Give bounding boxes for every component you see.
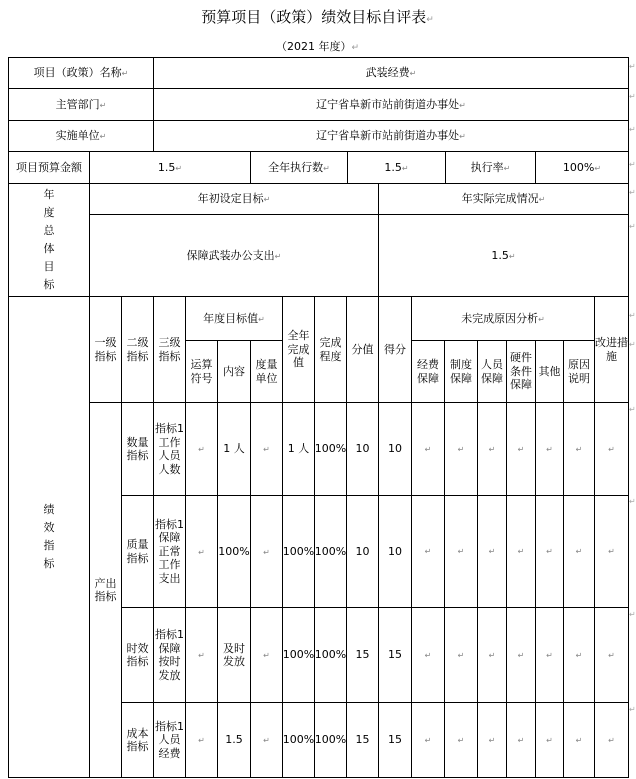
header-funding-text: 经费保障 [417, 358, 439, 385]
actual-value [378, 214, 629, 297]
header-score-value [346, 296, 379, 403]
header-other [535, 340, 564, 403]
row-unit-text [263, 648, 270, 662]
header-explanation-text: 原因说明 [568, 358, 590, 385]
level1-value-text: 产出指标 [94, 576, 117, 603]
paragraph-mark-icon: ↵ [198, 445, 205, 454]
rate-label [445, 151, 536, 184]
row-empty-cell [535, 702, 564, 778]
paragraph-mark-icon: ↵ [99, 132, 107, 141]
row-level3 [153, 607, 186, 703]
paragraph-mark-icon: ↵ [575, 650, 583, 660]
row-empty-cell [477, 702, 507, 778]
actual-header-text: 年实际完成情况↵ [461, 192, 546, 205]
header-completion [314, 296, 347, 403]
row-level3-text: 指标1人员经费 [155, 719, 184, 760]
row-score-value-text: 10 [355, 442, 370, 455]
paragraph-mark-icon: ↵ [629, 405, 636, 414]
paragraph-mark-icon: ↵ [508, 251, 516, 261]
paragraph-mark-icon: ↵ [594, 163, 602, 173]
executed-label [250, 151, 348, 184]
row-empty-cell [411, 607, 445, 703]
paragraph-mark-icon: ↵ [198, 651, 205, 660]
planned-value [89, 214, 379, 297]
year-label: （2021 年度）↵ [275, 40, 360, 53]
row-empty-cell [506, 495, 536, 608]
row-empty-cell [411, 402, 445, 496]
level1-value [89, 402, 122, 778]
paragraph-mark-icon: ↵ [629, 62, 636, 71]
paragraph-mark-icon: ↵ [546, 444, 553, 454]
paragraph-mark-icon: ↵ [629, 222, 636, 231]
paragraph-mark-icon: ↵ [258, 314, 265, 324]
row-annual-value-text: 100% [282, 544, 315, 558]
row-operator [185, 402, 218, 496]
header-content-text: 内容 [223, 364, 245, 378]
paragraph-mark-icon: ↵ [517, 650, 525, 660]
row-operator [185, 702, 218, 778]
paragraph-mark-icon: ↵ [629, 160, 636, 169]
paragraph-mark-icon: ↵ [629, 311, 636, 320]
row-operator-text [198, 733, 205, 747]
header-level1 [89, 296, 122, 403]
paragraph-mark-icon: ↵ [629, 92, 636, 101]
header-explanation [563, 340, 595, 403]
paragraph-mark-icon: ↵ [608, 547, 615, 556]
paragraph-mark-icon: ↵ [424, 547, 432, 556]
document-title: 预算项目（政策）绩效目标自评表↵ [201, 8, 434, 26]
row-unit-text [263, 442, 270, 456]
paragraph-mark-icon: ↵ [608, 444, 615, 454]
header-operator [185, 340, 218, 403]
row-empty-cell [535, 495, 564, 608]
annual-goal-label-char: 体 [43, 242, 55, 255]
paragraph-mark-icon: ↵ [263, 445, 270, 454]
paragraph-mark-icon: ↵ [538, 195, 546, 204]
row-empty-cell [535, 607, 564, 703]
row-unit-text [263, 545, 270, 559]
row-annual-value-text: 1 人 [287, 442, 310, 455]
row-completion [314, 607, 347, 703]
row-level3-text: 指标1保障正常工作支出 [155, 517, 184, 585]
budget-label-text: 项目预算金额 [16, 160, 82, 174]
header-target-group-text: 年度目标值↵ [203, 311, 265, 325]
row-content [217, 702, 251, 778]
paragraph-mark-icon: ↵ [503, 163, 511, 173]
row-level2-text: 成本指标 [126, 726, 149, 753]
row-annual-value [282, 495, 315, 608]
header-improvement-text: 改进措施 [595, 336, 628, 363]
row-level3-text: 指标1保障按时发放 [155, 628, 184, 682]
row-empty-cell [594, 402, 629, 496]
performance-indicator-label-char: 标 [43, 557, 55, 570]
row-score-text: 15 [388, 733, 402, 746]
row-completion [314, 495, 347, 608]
paragraph-mark-icon: ↵ [121, 69, 129, 78]
header-score [378, 296, 412, 403]
paragraph-mark-icon: ↵ [488, 735, 496, 745]
row-content [217, 607, 251, 703]
paragraph-mark-icon: ↵ [629, 125, 636, 134]
paragraph-mark-icon: ↵ [424, 735, 432, 745]
row-content-text: 1.5 [225, 733, 243, 747]
row-operator [185, 607, 218, 703]
implementer-value [153, 120, 629, 152]
row-level2 [121, 495, 154, 608]
header-score-value-text: 分值 [351, 342, 374, 356]
paragraph-mark-icon: ↵ [263, 195, 271, 204]
header-funding [411, 340, 445, 403]
row-score [378, 495, 412, 608]
row-score-value [346, 495, 379, 608]
row-empty-cell [506, 702, 536, 778]
row-empty-cell [411, 702, 445, 778]
row-content [217, 402, 251, 496]
paragraph-mark-icon: ↵ [488, 650, 496, 660]
row-unit [250, 495, 283, 608]
row-annual-value [282, 702, 315, 778]
paragraph-mark-icon: ↵ [575, 735, 583, 745]
row-empty-cell [444, 607, 478, 703]
executed-label-text: 全年执行数↵ [268, 160, 330, 174]
row-score [378, 402, 412, 496]
header-reason-group-text: 未完成原因分析↵ [461, 311, 545, 325]
paragraph-mark-icon: ↵ [488, 444, 496, 454]
paragraph-mark-icon: ↵ [323, 163, 330, 173]
paragraph-mark-icon: ↵ [457, 650, 465, 660]
row-annual-value [282, 402, 315, 496]
row-operator-text [198, 648, 205, 662]
department-label-text: 主管部门↵ [55, 97, 107, 111]
row-level3 [153, 495, 186, 608]
row-content [217, 495, 251, 608]
header-personnel [477, 340, 507, 403]
header-level2-text: 二级指标 [126, 336, 149, 363]
row-empty-cell [563, 607, 595, 703]
header-content [217, 340, 251, 403]
annual-goal-label-char: 年 [43, 188, 55, 201]
row-unit [250, 702, 283, 778]
paragraph-mark-icon: ↵ [351, 43, 360, 53]
performance-indicator-label-char: 绩 [43, 503, 55, 516]
row-empty-cell [594, 702, 629, 778]
row-completion-text: 100% [314, 733, 347, 746]
paragraph-mark-icon: ↵ [546, 547, 553, 556]
row-empty-cell [594, 495, 629, 608]
row-empty-cell [563, 702, 595, 778]
row-empty-cell [444, 702, 478, 778]
row-empty-cell [506, 402, 536, 496]
paragraph-mark-icon: ↵ [629, 610, 636, 619]
row-score-text: 10 [388, 544, 402, 558]
paragraph-mark-icon: ↵ [517, 735, 525, 745]
row-level2-text: 数量指标 [126, 435, 149, 462]
implementer-label [8, 120, 154, 152]
row-unit [250, 402, 283, 496]
row-level2-text: 质量指标 [126, 538, 149, 565]
paragraph-mark-icon: ↵ [575, 547, 583, 556]
row-level2-text: 时效指标 [126, 641, 149, 668]
row-empty-cell [444, 402, 478, 496]
header-other-text: 其他 [538, 364, 561, 378]
header-hardware-text: 硬件条件保障 [510, 351, 532, 392]
row-empty-cell [477, 402, 507, 496]
header-operator-text: 运算符号 [190, 358, 213, 385]
executed-value [347, 151, 446, 184]
row-score-value [346, 607, 379, 703]
row-completion [314, 402, 347, 496]
paragraph-mark-icon: ↵ [459, 100, 466, 110]
row-annual-value [282, 607, 315, 703]
row-operator-text [198, 442, 205, 456]
performance-indicator-label-char: 效 [43, 521, 55, 534]
row-empty-cell [535, 402, 564, 496]
department-value-text: 辽宁省阜新市站前街道办事处↵ [316, 97, 466, 111]
row-level3 [153, 402, 186, 496]
paragraph-mark-icon: ↵ [517, 547, 525, 556]
row-operator-text [198, 545, 205, 559]
row-score [378, 702, 412, 778]
row-empty-cell [594, 607, 629, 703]
header-level1-text: 一级指标 [94, 336, 117, 363]
row-empty-cell [444, 495, 478, 608]
row-score-value-text: 10 [355, 544, 370, 558]
paragraph-mark-icon: ↵ [426, 15, 434, 25]
paragraph-mark-icon: ↵ [263, 736, 270, 745]
paragraph-mark-icon: ↵ [409, 69, 417, 78]
row-level2 [121, 402, 154, 496]
planned-header-text: 年初设定目标↵ [197, 192, 271, 205]
header-unit-text: 度量单位 [255, 358, 278, 385]
header-system [444, 340, 478, 403]
planned-header [89, 183, 379, 215]
paragraph-mark-icon: ↵ [263, 547, 270, 557]
budget-label [8, 151, 90, 184]
implementer-value-text: 辽宁省阜新市站前街道办事处↵ [316, 129, 466, 142]
actual-header [378, 183, 629, 215]
header-annual-value [282, 296, 315, 403]
row-level2 [121, 702, 154, 778]
paragraph-mark-icon: ↵ [608, 650, 615, 660]
paragraph-mark-icon: ↵ [198, 547, 205, 557]
row-level3 [153, 702, 186, 778]
row-score [378, 607, 412, 703]
paragraph-mark-icon: ↵ [629, 188, 636, 197]
rate-value [535, 151, 629, 184]
project-name-value [153, 57, 629, 89]
paragraph-mark-icon: ↵ [488, 547, 496, 556]
department-value [153, 88, 629, 121]
row-completion [314, 702, 347, 778]
paragraph-mark-icon: ↵ [608, 735, 615, 745]
annual-goal-label [8, 183, 90, 297]
paragraph-mark-icon: ↵ [629, 340, 636, 349]
performance-indicator-label-char: 指 [43, 539, 55, 552]
header-target-group [185, 296, 283, 341]
paragraph-mark-icon: ↵ [457, 735, 465, 745]
paragraph-mark-icon: ↵ [424, 650, 432, 660]
row-annual-value-text: 100% [282, 733, 315, 746]
row-content-text: 100% [218, 544, 250, 558]
project-name-label-text: 项目（政策）名称↵ [33, 66, 129, 79]
header-annual-value-text: 全年完成值 [287, 329, 310, 370]
row-score-value-text: 15 [355, 648, 370, 661]
paragraph-mark-icon: ↵ [457, 444, 465, 454]
row-score-value [346, 702, 379, 778]
paragraph-mark-icon: ↵ [175, 163, 183, 173]
paragraph-mark-icon: ↵ [538, 314, 545, 324]
row-unit [250, 607, 283, 703]
paragraph-mark-icon: ↵ [263, 651, 270, 660]
paragraph-mark-icon: ↵ [629, 497, 636, 506]
paragraph-mark-icon: ↵ [459, 132, 466, 141]
paragraph-mark-icon: ↵ [629, 705, 636, 714]
header-unit [250, 340, 283, 403]
executed-value-text: 1.5↵ [384, 160, 409, 174]
row-score-value-text: 15 [355, 733, 370, 746]
row-empty-cell [563, 495, 595, 608]
row-level2 [121, 607, 154, 703]
paragraph-mark-icon: ↵ [198, 736, 205, 745]
header-level3-text: 三级指标 [158, 336, 181, 363]
row-score-text: 10 [388, 442, 402, 455]
header-improvement [594, 296, 629, 403]
rate-value-text: 100%↵ [562, 160, 602, 174]
header-completion-text: 完成程度 [319, 336, 342, 363]
actual-value-text: 1.5↵ [491, 248, 516, 262]
paragraph-mark-icon: ↵ [401, 163, 409, 173]
paragraph-mark-icon: ↵ [457, 547, 465, 556]
row-completion-text: 100% [314, 544, 347, 558]
row-unit-text [263, 733, 270, 747]
header-personnel-text: 人员保障 [481, 358, 503, 385]
project-name-value-text: 武装经费↵ [365, 66, 417, 79]
planned-value-text: 保障武装办公支出↵ [186, 248, 282, 262]
header-system-text: 制度保障 [450, 358, 472, 385]
header-reason-group [411, 296, 595, 341]
paragraph-mark-icon: ↵ [546, 735, 553, 745]
rate-label-text: 执行率↵ [470, 160, 511, 174]
row-completion-text: 100% [314, 648, 347, 661]
department-label [8, 88, 154, 121]
annual-goal-label-char: 度 [43, 206, 55, 219]
row-content-text: 及时发放 [223, 641, 245, 668]
row-content-text: 1 人 [223, 442, 245, 456]
row-level3-text: 指标1工作人员人数 [155, 422, 184, 476]
annual-goal-label-char: 总 [43, 224, 55, 237]
row-empty-cell [563, 402, 595, 496]
row-completion-text: 100% [314, 442, 347, 455]
row-score-value [346, 402, 379, 496]
budget-value-text: 1.5↵ [157, 160, 183, 174]
row-score-text: 15 [388, 648, 402, 661]
header-hardware [506, 340, 536, 403]
performance-indicator-label [8, 296, 90, 778]
implementer-label-text: 实施单位↵ [55, 129, 107, 142]
row-empty-cell [477, 495, 507, 608]
paragraph-mark-icon: ↵ [546, 650, 553, 660]
project-name-label [8, 57, 154, 89]
row-empty-cell [411, 495, 445, 608]
row-empty-cell [506, 607, 536, 703]
annual-goal-label-char: 目 [43, 260, 55, 273]
header-level3 [153, 296, 186, 403]
header-level2 [121, 296, 154, 403]
annual-goal-label-char: 标 [43, 278, 55, 291]
row-empty-cell [477, 607, 507, 703]
budget-value [89, 151, 251, 184]
paragraph-mark-icon: ↵ [274, 251, 282, 261]
paragraph-mark-icon: ↵ [517, 444, 525, 454]
header-score-text: 得分 [384, 342, 406, 356]
paragraph-mark-icon: ↵ [99, 100, 107, 110]
row-operator [185, 495, 218, 608]
paragraph-mark-icon: ↵ [424, 444, 432, 454]
paragraph-mark-icon: ↵ [575, 444, 583, 454]
row-annual-value-text: 100% [282, 648, 315, 661]
